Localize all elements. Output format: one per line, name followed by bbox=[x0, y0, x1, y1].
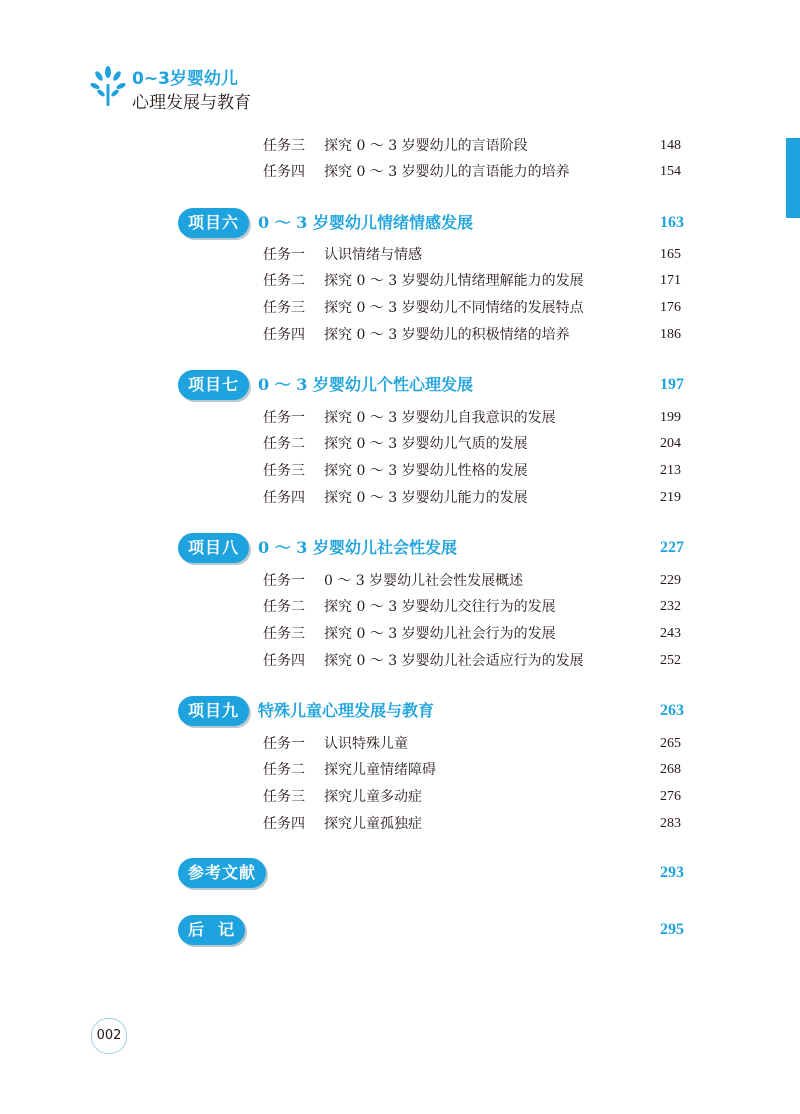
toc-task-entry[interactable] bbox=[263, 649, 681, 673]
task-label: 任务三 bbox=[263, 300, 305, 316]
task-page-number: 252 bbox=[660, 653, 681, 668]
task-page-number: 154 bbox=[660, 164, 681, 179]
task-page-number: 229 bbox=[660, 573, 681, 588]
toc-chapter-8[interactable] bbox=[176, 533, 684, 563]
toc-afterword[interactable] bbox=[176, 915, 684, 945]
toc-task-entry[interactable] bbox=[263, 432, 681, 456]
task-label: 任务一 bbox=[263, 410, 305, 426]
task-page-number: 265 bbox=[660, 736, 681, 751]
task-page-number: 186 bbox=[660, 327, 681, 342]
task-label: 任务三 bbox=[263, 626, 305, 642]
task-label: 任务三 bbox=[263, 789, 305, 805]
task-title: 探究 0 ～ 3 岁婴幼儿社会行为的发展 bbox=[324, 626, 556, 642]
toc-task-entry[interactable] bbox=[263, 459, 681, 483]
references-label-pill: 参考文献 bbox=[178, 858, 266, 888]
task-page-number: 171 bbox=[660, 273, 681, 288]
task-title: 探究 0 ～ 3 岁婴幼儿能力的发展 bbox=[324, 490, 528, 506]
toc-task-entry[interactable] bbox=[263, 785, 681, 809]
chapter-label-pill: 项目八 bbox=[178, 533, 249, 563]
task-title: 认识特殊儿童 bbox=[324, 736, 408, 752]
toc-chapter-7[interactable] bbox=[176, 370, 684, 400]
task-page-number: 276 bbox=[660, 789, 681, 804]
chapter-page-number: 227 bbox=[660, 539, 684, 556]
tree-logo-icon bbox=[90, 66, 126, 108]
task-label: 任务四 bbox=[263, 816, 305, 832]
task-page-number: 283 bbox=[660, 816, 681, 831]
chapter-title: 0 ～ 3 岁婴幼儿社会性发展 bbox=[258, 538, 457, 557]
chapter-title: 0 ～ 3 岁婴幼儿个性心理发展 bbox=[258, 375, 473, 394]
toc-chapter-9[interactable] bbox=[176, 696, 684, 726]
task-page-number: 199 bbox=[660, 410, 681, 425]
afterword-label-pill: 后 记 bbox=[178, 915, 245, 945]
afterword-page-number: 295 bbox=[660, 921, 684, 938]
chapter-page-number: 197 bbox=[660, 376, 684, 393]
task-label: 任务二 bbox=[263, 762, 305, 778]
task-title: 探究 0 ～ 3 岁婴幼儿自我意识的发展 bbox=[324, 410, 556, 426]
task-page-number: 148 bbox=[660, 138, 681, 153]
chapter-page-number: 263 bbox=[660, 702, 684, 719]
chapter-title: 特殊儿童心理发展与教育 bbox=[258, 701, 435, 720]
task-page-number: 165 bbox=[660, 247, 681, 262]
toc-task-entry[interactable] bbox=[263, 296, 681, 320]
toc-task-entry[interactable] bbox=[263, 243, 681, 267]
task-label: 任务四 bbox=[263, 164, 305, 180]
task-title: 探究 0 ～ 3 岁婴幼儿情绪理解能力的发展 bbox=[324, 273, 584, 289]
task-title: 探究 0 ～ 3 岁婴幼儿性格的发展 bbox=[324, 463, 528, 479]
toc-task-entry[interactable] bbox=[263, 406, 681, 430]
task-label: 任务四 bbox=[263, 327, 305, 343]
chapter-page-number: 163 bbox=[660, 214, 684, 231]
task-title: 探究儿童情绪障碍 bbox=[324, 762, 436, 778]
task-label: 任务一 bbox=[263, 573, 305, 589]
task-label: 任务二 bbox=[263, 436, 305, 452]
book-subtitle: 心理发展与教育 bbox=[132, 93, 251, 113]
task-title: 探究 0 ～ 3 岁婴幼儿的积极情绪的培养 bbox=[324, 327, 570, 343]
side-tab-marker bbox=[786, 138, 800, 218]
toc-chapter-6[interactable] bbox=[176, 208, 684, 238]
toc-task-entry[interactable] bbox=[263, 486, 681, 510]
toc-task-entry[interactable] bbox=[263, 569, 681, 593]
task-title: 探究儿童多动症 bbox=[324, 789, 422, 805]
task-label: 任务二 bbox=[263, 273, 305, 289]
task-page-number: 204 bbox=[660, 436, 681, 451]
references-page-number: 293 bbox=[660, 864, 684, 881]
task-title: 探究 0 ～ 3 岁婴幼儿的言语阶段 bbox=[324, 138, 528, 154]
task-title: 探究 0 ～ 3 岁婴幼儿交往行为的发展 bbox=[324, 599, 556, 615]
toc-task-entry[interactable] bbox=[263, 812, 681, 836]
task-label: 任务三 bbox=[263, 138, 305, 154]
task-title: 0 ～ 3 岁婴幼儿社会性发展概述 bbox=[324, 573, 524, 589]
task-title: 探究 0 ～ 3 岁婴幼儿不同情绪的发展特点 bbox=[324, 300, 584, 316]
toc-task-entry[interactable] bbox=[263, 595, 681, 619]
chapter-label-pill: 项目六 bbox=[178, 208, 249, 238]
toc-task-entry[interactable] bbox=[263, 622, 681, 646]
task-title: 探究 0 ～ 3 岁婴幼儿社会适应行为的发展 bbox=[324, 653, 584, 669]
task-page-number: 176 bbox=[660, 300, 681, 315]
toc-task-entry[interactable] bbox=[263, 732, 681, 756]
chapter-label-pill: 项目九 bbox=[178, 696, 249, 726]
task-label: 任务三 bbox=[263, 463, 305, 479]
task-label: 任务一 bbox=[263, 736, 305, 752]
toc-task-entry[interactable] bbox=[263, 269, 681, 293]
task-page-number: 219 bbox=[660, 490, 681, 505]
chapter-title: 0 ～ 3 岁婴幼儿情绪情感发展 bbox=[258, 213, 473, 232]
task-page-number: 268 bbox=[660, 762, 681, 777]
toc-task-entry[interactable] bbox=[263, 758, 681, 782]
task-page-number: 213 bbox=[660, 463, 681, 478]
task-label: 任务二 bbox=[263, 599, 305, 615]
book-series-title: 0~3岁婴幼儿 bbox=[132, 69, 238, 89]
task-page-number: 232 bbox=[660, 599, 681, 614]
task-label: 任务四 bbox=[263, 653, 305, 669]
task-title: 探究儿童孤独症 bbox=[324, 816, 422, 832]
task-title: 认识情绪与情感 bbox=[324, 247, 422, 263]
task-label: 任务四 bbox=[263, 490, 305, 506]
task-title: 探究 0 ～ 3 岁婴幼儿的言语能力的培养 bbox=[324, 164, 570, 180]
toc-references[interactable] bbox=[176, 858, 684, 888]
toc-task-entry[interactable] bbox=[263, 323, 681, 347]
page-number-badge: 002 bbox=[91, 1018, 127, 1054]
chapter-label-pill: 项目七 bbox=[178, 370, 249, 400]
task-title: 探究 0 ～ 3 岁婴幼儿气质的发展 bbox=[324, 436, 528, 452]
task-label: 任务一 bbox=[263, 247, 305, 263]
task-page-number: 243 bbox=[660, 626, 681, 641]
toc-task-entry[interactable] bbox=[263, 160, 681, 184]
toc-task-entry[interactable] bbox=[263, 134, 681, 158]
